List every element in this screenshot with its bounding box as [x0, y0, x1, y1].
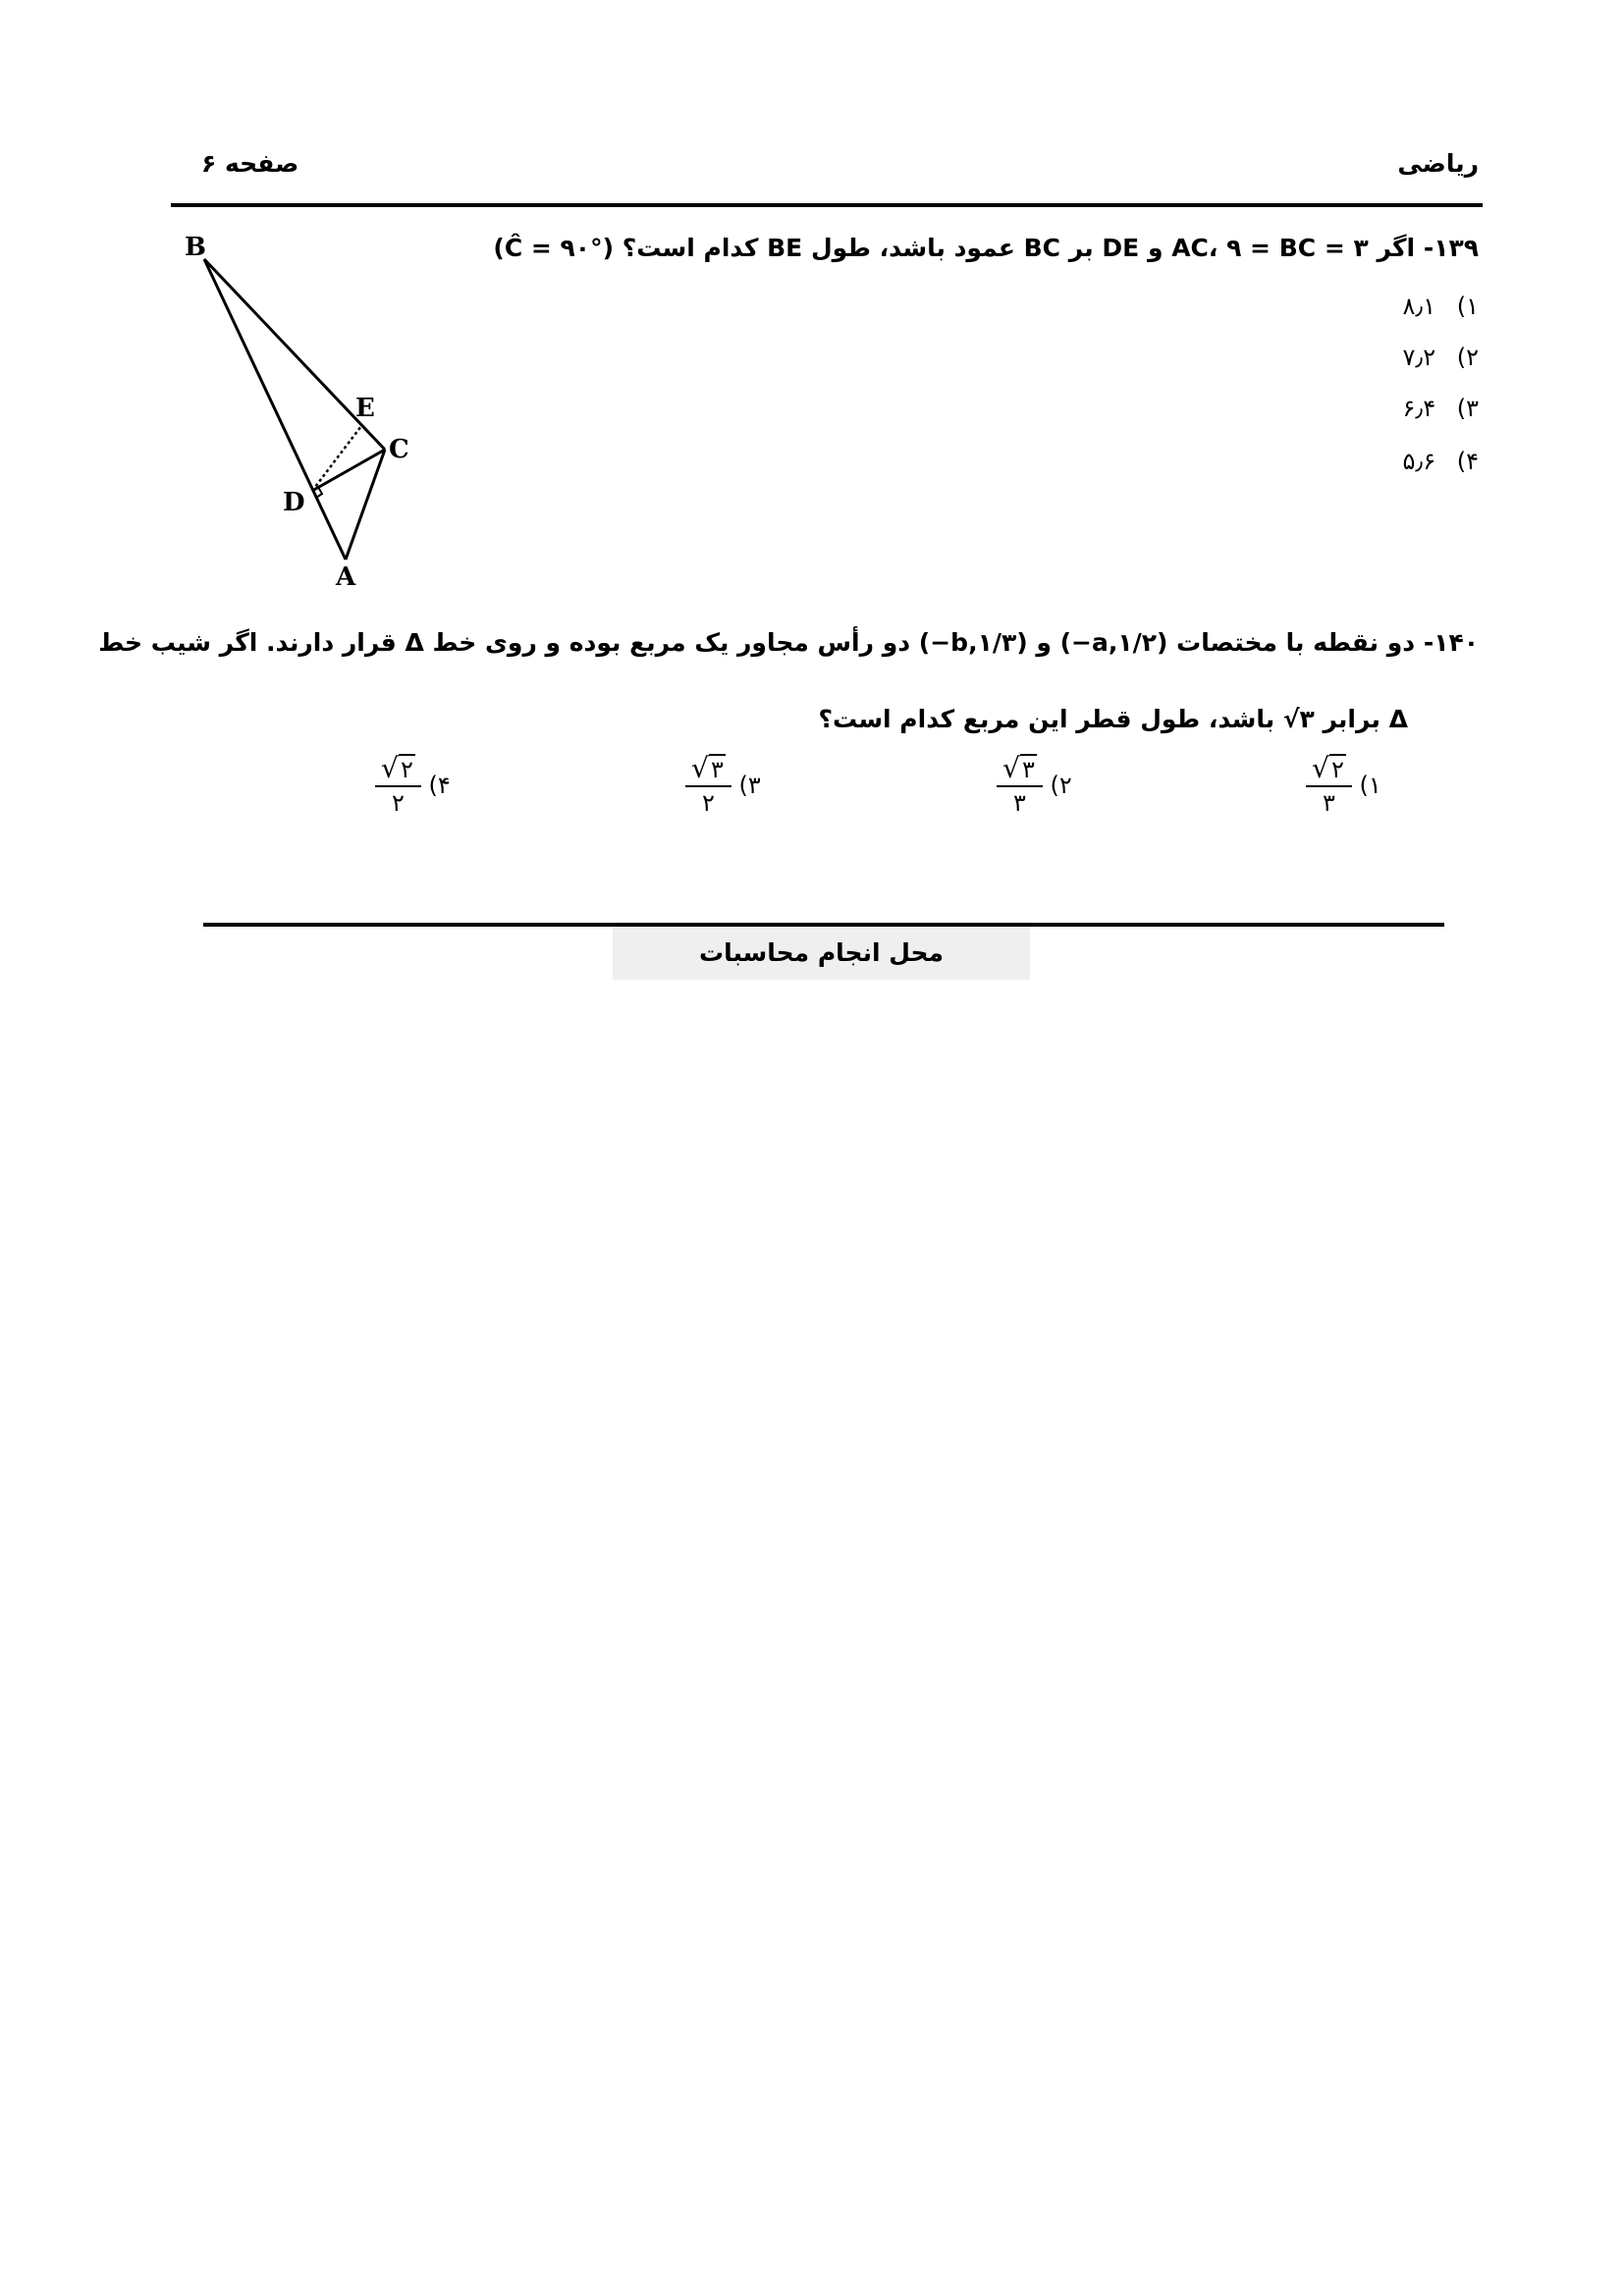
denominator: ۳: [1323, 789, 1335, 817]
label-A: A: [336, 562, 356, 592]
q140-option-2[interactable]: [997, 752, 1072, 817]
segment-CA: [346, 450, 385, 560]
subject-title: ریاضی: [1397, 149, 1479, 178]
option-value: ۵٫۶: [1402, 448, 1436, 475]
header-rule: [171, 203, 1483, 207]
radical-icon: √: [1312, 752, 1329, 784]
option-fraction: [997, 752, 1043, 817]
option-number: ۲): [1050, 772, 1072, 799]
label-B: B: [185, 233, 206, 262]
q139-option-3[interactable]: [1403, 395, 1479, 422]
option-value: ۸٫۱: [1402, 293, 1436, 320]
option-number: ۴): [1456, 448, 1479, 475]
option-number: ۳): [1456, 395, 1479, 422]
question-139: [493, 234, 1479, 262]
calculation-area-label: محل انجام محاسبات: [613, 927, 1030, 980]
option-number: ۳): [738, 772, 761, 799]
question-140-text-2: Δ برابر ۳√ باشد، طول قطر این مربع کدام است؟: [818, 705, 1408, 733]
radicand: ۳: [1022, 756, 1035, 783]
page-number: صفحه ۶: [201, 149, 299, 178]
option-value: ۶٫۴: [1402, 395, 1436, 422]
q139-option-4[interactable]: [1403, 448, 1479, 475]
denominator: ۲: [392, 789, 405, 817]
radical-icon: √: [1002, 752, 1020, 784]
question-140-line-1: [98, 628, 1479, 657]
option-number: ۱): [1359, 772, 1381, 799]
q139-option-2[interactable]: [1403, 344, 1479, 371]
radical-icon: √: [381, 752, 399, 784]
radicand: ۲: [401, 756, 413, 783]
option-fraction: [375, 752, 421, 817]
segment-BA: [204, 259, 346, 560]
radicand: ۲: [1331, 756, 1344, 783]
radicand: ۳: [711, 756, 724, 783]
label-E: E: [355, 394, 375, 423]
label-D: D: [283, 488, 305, 517]
option-value: ۷٫۲: [1402, 344, 1436, 371]
option-number: ۱): [1456, 293, 1479, 320]
segment-DC: [312, 450, 385, 491]
triangle-figure: [167, 226, 452, 599]
question-140-number: ۱۴۰-: [1423, 628, 1479, 657]
radical-icon: √: [691, 752, 709, 784]
question-140-line-2: [818, 705, 1408, 733]
q140-option-3[interactable]: [685, 752, 761, 817]
q140-option-4[interactable]: [375, 752, 451, 817]
q139-option-1[interactable]: [1403, 293, 1479, 320]
option-number: ۴): [428, 772, 451, 799]
label-C: C: [389, 435, 409, 464]
question-139-number: ۱۳۹-: [1423, 234, 1479, 262]
denominator: ۳: [1013, 789, 1026, 817]
question-139-text: اگر ۳ = AC، ۹ = BC و DE بر BC عمود باشد، طول BE کدام است؟ (Ĉ = ۹۰°): [493, 234, 1416, 262]
option-fraction: [685, 752, 731, 817]
denominator: ۲: [702, 789, 715, 817]
option-number: ۲): [1456, 344, 1479, 371]
segment-DE: [312, 426, 361, 491]
option-fraction: [1306, 752, 1352, 817]
q140-option-1[interactable]: [1306, 752, 1381, 817]
question-140-text-1: دو نقطه با مختصات (a,۱/۲−) و (b,۱/۳−) دو رأس مجاور یک مربع بوده و روی خط Δ قرار دارند. اگر شیب خط: [98, 628, 1416, 657]
